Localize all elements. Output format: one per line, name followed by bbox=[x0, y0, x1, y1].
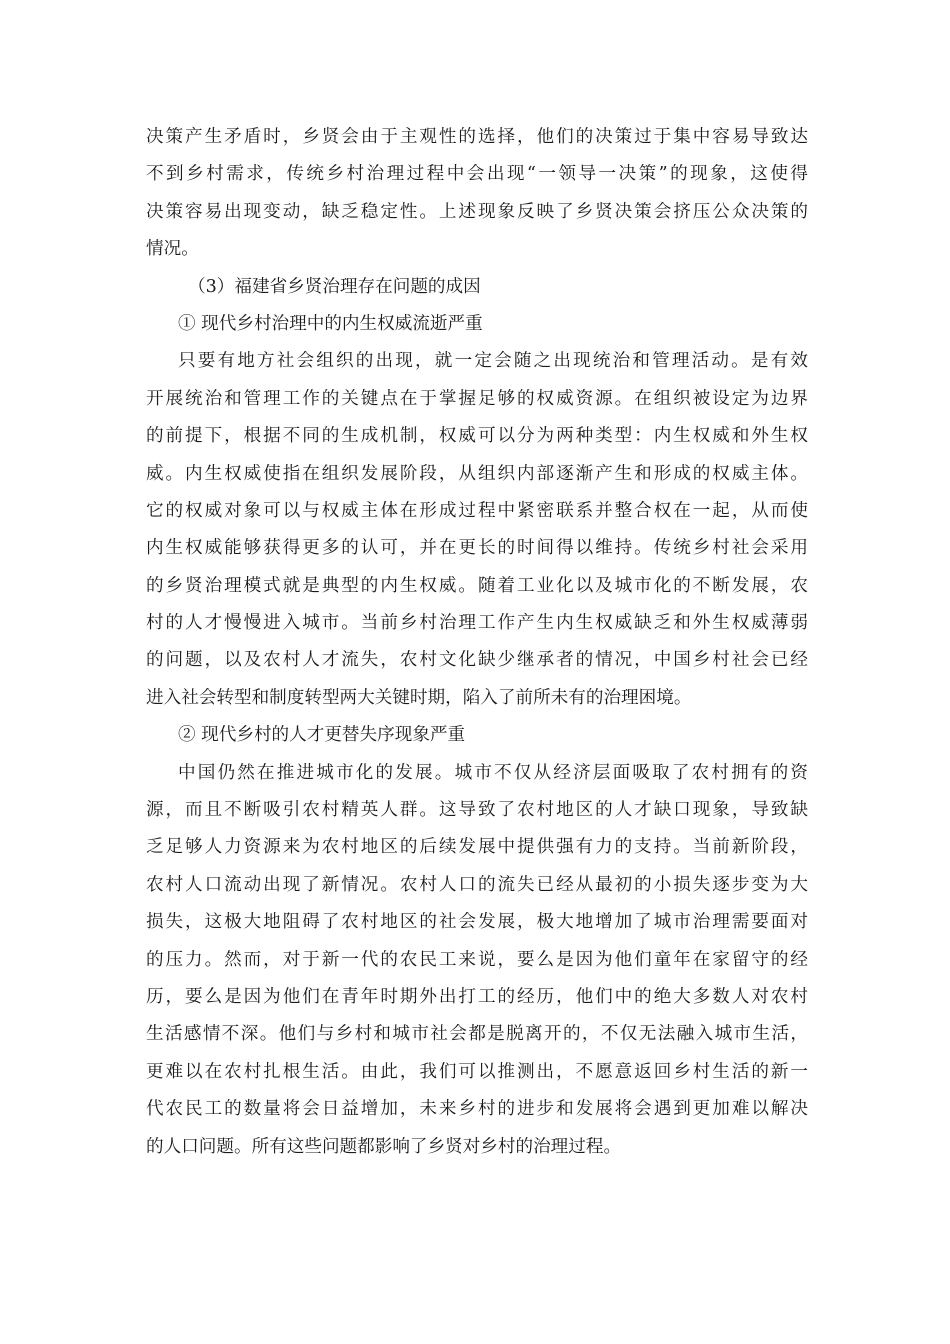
text-line: 决策容易出现变动，缺乏稳定性。上述现象反映了乡贤决策会挤压公众决策的 bbox=[146, 201, 808, 222]
text-line: 的人口问题。所有这些问题都影响了乡贤对乡村的治理过程。 bbox=[146, 1136, 622, 1157]
paragraph-first-line: 中国仍然在推进城市化的发展。城市不仅从经济层面吸取了农村拥有的资 bbox=[178, 762, 808, 783]
text-line: 更难以在农村扎根生活。由此，我们可以推测出，不愿意返回乡村生活的新一 bbox=[146, 1061, 808, 1082]
text-line: 村的人才慢慢进入城市。当前乡村治理工作产生内生权威缺乏和外生权威薄弱 bbox=[146, 613, 808, 634]
text-line: 内生权威能够获得更多的认可，并在更长的时间得以维持。传统乡村社会采用 bbox=[146, 538, 808, 559]
text-line: 决策产生矛盾时，乡贤会由于主观性的选择，他们的决策过于集中容易导致达 bbox=[146, 127, 808, 147]
document-body bbox=[146, 119, 808, 1166]
text-line: 历，要么是因为他们在青年时期外出打工的经历，他们中的绝大多数人对农村 bbox=[146, 986, 808, 1007]
paragraph-first-line: 只要有地方社会组织的出现，就一定会随之出现统治和管理活动。是有效 bbox=[178, 351, 808, 372]
text-line: 的乡贤治理模式就是典型的内生权威。随着工业化以及城市化的不断发展，农 bbox=[146, 575, 808, 596]
text-line: 情况。 bbox=[146, 239, 199, 260]
text-line: 进入社会转型和制度转型两大关键时期，陷入了前所未有的治理困境。 bbox=[146, 687, 692, 708]
text-line: 农村人口流动出现了新情况。农村人口的流失已经从最初的小损失逐步变为大 bbox=[146, 874, 808, 895]
text-line: 的前提下，根据不同的生成机制，权威可以分为两种类型：内生权威和外生权 bbox=[146, 426, 808, 447]
section-heading: （3）福建省乡贤治理存在问题的成因 bbox=[188, 276, 481, 297]
text-line: 生活感情不深。他们与乡村和城市社会都是脱离开的，不仅无法融入城市生活， bbox=[146, 1024, 808, 1045]
text-line: 不到乡村需求，传统乡村治理过程中会出现“一领导一决策”的现象，这使得 bbox=[146, 164, 808, 185]
text-line: 的问题，以及农村人才流失，农村文化缺少继承者的情况，中国乡村社会已经 bbox=[146, 650, 808, 671]
text-line: 它的权威对象可以与权威主体在形成过程中紧密联系并整合权在一起，从而使 bbox=[146, 500, 808, 521]
text-line: 损失，这极大地阻碍了农村地区的社会发展，极大地增加了城市治理需要面对 bbox=[146, 912, 808, 933]
text-line: 威。内生权威使指在组织发展阶段，从组织内部逐渐产生和形成的权威主体。 bbox=[146, 463, 808, 484]
subsection-heading: ② 现代乡村的人才更替失序现象严重 bbox=[178, 725, 466, 746]
subsection-heading: ① 现代乡村治理中的内生权威流逝严重 bbox=[178, 313, 483, 334]
text-line: 代农民工的数量将会日益增加，未来乡村的进步和发展将会遇到更加难以解决 bbox=[146, 1099, 808, 1120]
text-line: 的压力。然而，对于新一代的农民工来说，要么是因为他们童年在家留守的经 bbox=[146, 949, 808, 970]
text-line: 开展统治和管理工作的关键点在于掌握足够的权威资源。在组织被设定为边界 bbox=[146, 388, 808, 409]
text-line: 乏足够人力资源来为农村地区的后续发展中提供强有力的支持。当前新阶段， bbox=[146, 837, 808, 858]
text-line: 源，而且不断吸引农村精英人群。这导致了农村地区的人才缺口现象，导致缺 bbox=[146, 800, 808, 821]
